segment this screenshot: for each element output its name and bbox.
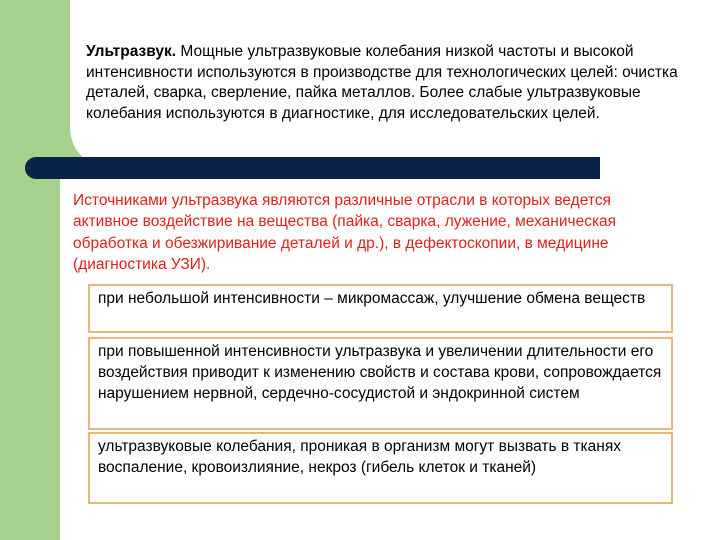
intro-paragraph: [86, 42, 686, 124]
intro-term: Ультразвук.: [86, 43, 177, 60]
effect-box-high-intensity: при повышенной интенсивности ультразвука и увеличении длительности его воздействия приводит к изменению свойств и состава крови, сопровождается нарушением нервной, сердечно-сосудистой и эндокринной систем: [88, 337, 673, 430]
effect-box-tissue-damage: ультразвуковые колебания, проникая в организм могут вызвать в тканях воспаление, кровоизлияние, некроз (гибель клеток и тканей): [88, 432, 673, 504]
effect-box-low-intensity: при небольшой интенсивности – микромассаж, улучшение обмена веществ: [88, 284, 673, 333]
green-decor-strip: [0, 168, 60, 540]
sources-paragraph: Источниками ультразвука являются различные отрасли в которых ведется активное воздействие на вещества (пайка, сварка, лужение, механическая обработка и обезжиривание деталей и др.), в дефектоскопии, в медицине (диагностика УЗИ).: [73, 192, 617, 273]
intro-body: Мощные ультразвуковые колебания низкой частоты и высокой интенсивности используются в производстве для технологических целей: очистка деталей, сварка, сверление, пайка металлов. Более слабые ультразвуковые колебания используются в диагностике, для исследовательских целей.: [86, 43, 678, 122]
divider-bar: [25, 157, 600, 179]
